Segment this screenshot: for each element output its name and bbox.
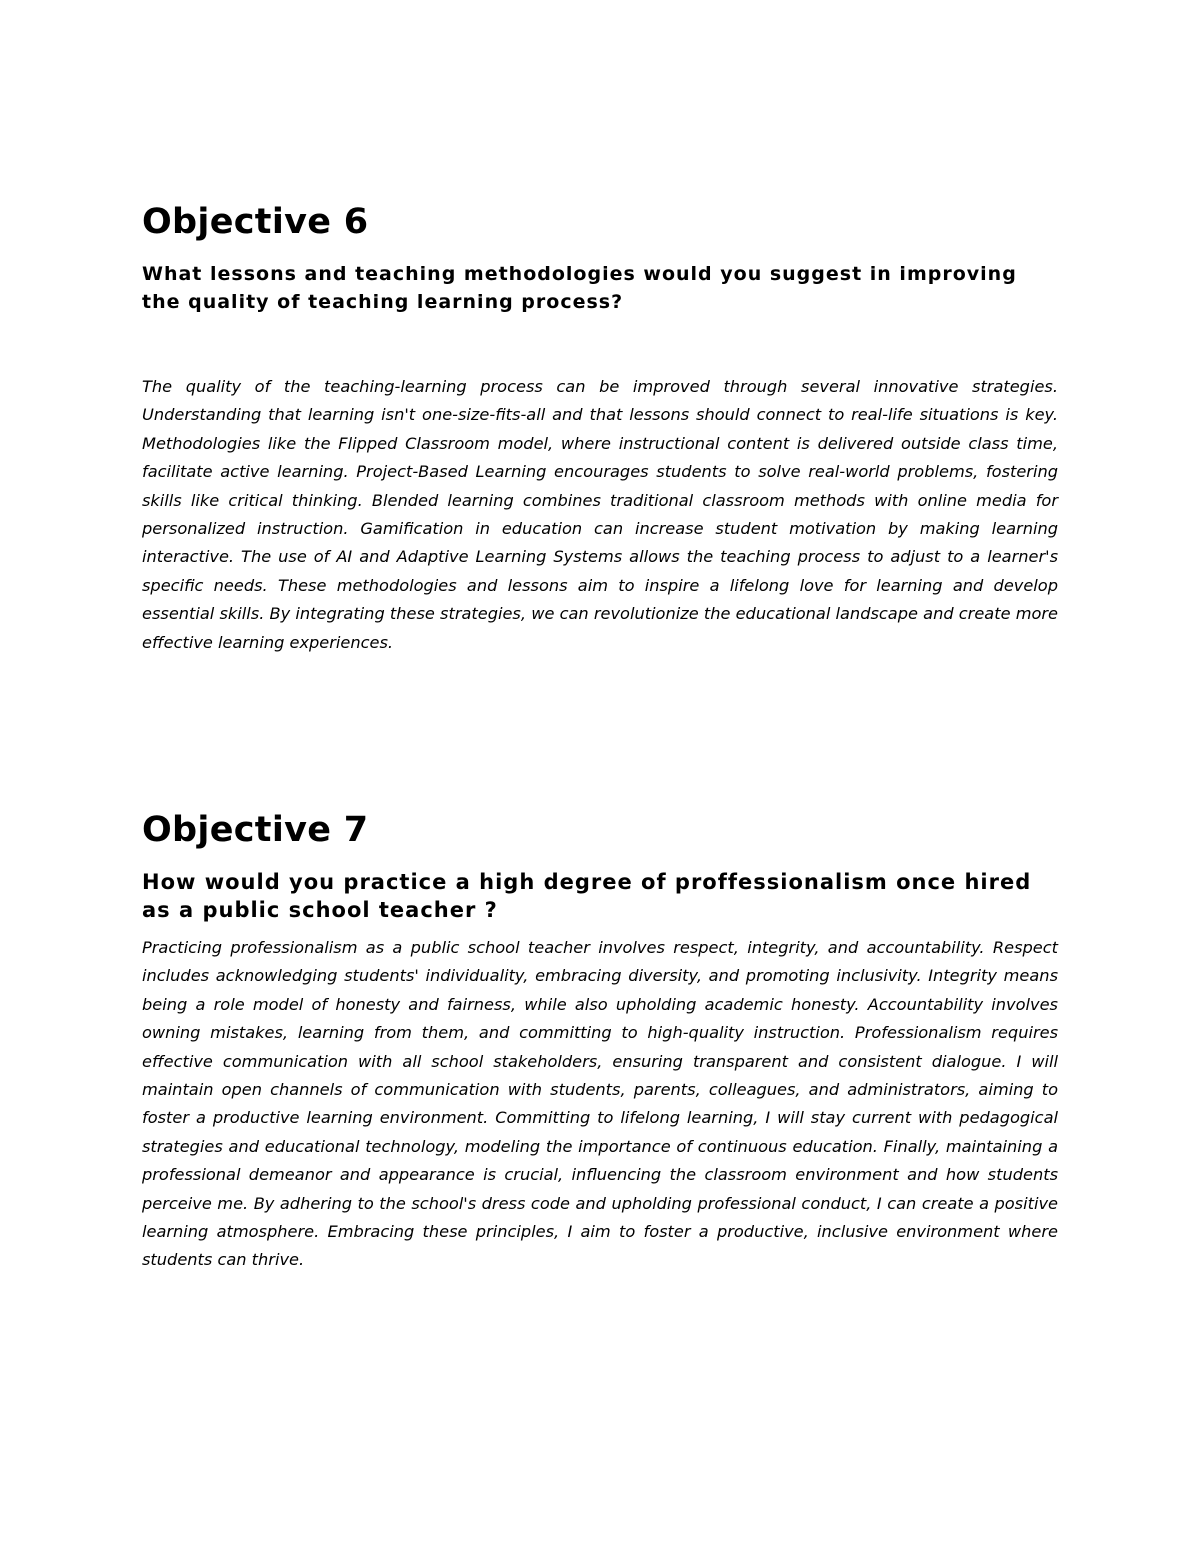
objective-7-heading: Objective 7 — [142, 810, 369, 850]
objective-6-question: What lessons and teaching methodologies would you suggest in improving the quality of teaching learning process? — [142, 263, 1017, 313]
objective-6-answer: The quality of the teaching-learning process can be improved through several innovative strategies. Understanding that learning isn't one-size-fits-all and that lessons should connect to real-life situations is key. Methodologies like the Flipped Classroom model, where instructional content is delivered outside class time, facilitate active learning. Project-Based Learning encourages students to solve real-world problems, fostering skills like critical thinking. Blended learning combines traditional classroom methods with online media for personalized instruction. Gamification in education can increase student motivation by making learning interactive. The use of AI and Adaptive Learning Systems allows the teaching process to adjust to a learner's specific needs. These methodologies and lessons aim to inspire a lifelong love for learning and develop essential skills. By integrating these strategies, we can revolutionize the educational landscape and create more effective learning experiences. — [142, 377, 1058, 652]
objective-6-section — [142, 200, 1058, 657]
objective-6-heading: Objective 6 — [142, 202, 369, 242]
objective-7-answer: Practicing professionalism as a public school teacher involves respect, integrity, and accountability. Respect includes acknowledging students' individuality, embracing diversity, and promoting inclusivity. Integrity means being a role model of honesty and fairness, while also upholding academic honesty. Accountability involves owning mistakes, learning from them, and committing to high-quality instruction. Professionalism requires effective communication with all school stakeholders, ensuring transparent and consistent dialogue. I will maintain open channels of communication with students, parents, colleagues, and administrators, aiming to foster a productive learning environment. Committing to lifelong learning, I will stay current with pedagogical strategies and educational technology, modeling the importance of continuous education. Finally, maintaining a professional demeanor and appearance is crucial, influencing the classroom environment and how students perceive me. By adhering to the school's dress code and upholding professional conduct, I can create a positive learning atmosphere. Embracing these principles, I aim to foster a productive, inclusive environment where students can thrive. — [142, 938, 1058, 1270]
objective-7-section — [142, 808, 1058, 1275]
objective-7-question: How would you practice a high degree of proffessionalism once hired as a public school teacher ? — [142, 870, 1032, 922]
